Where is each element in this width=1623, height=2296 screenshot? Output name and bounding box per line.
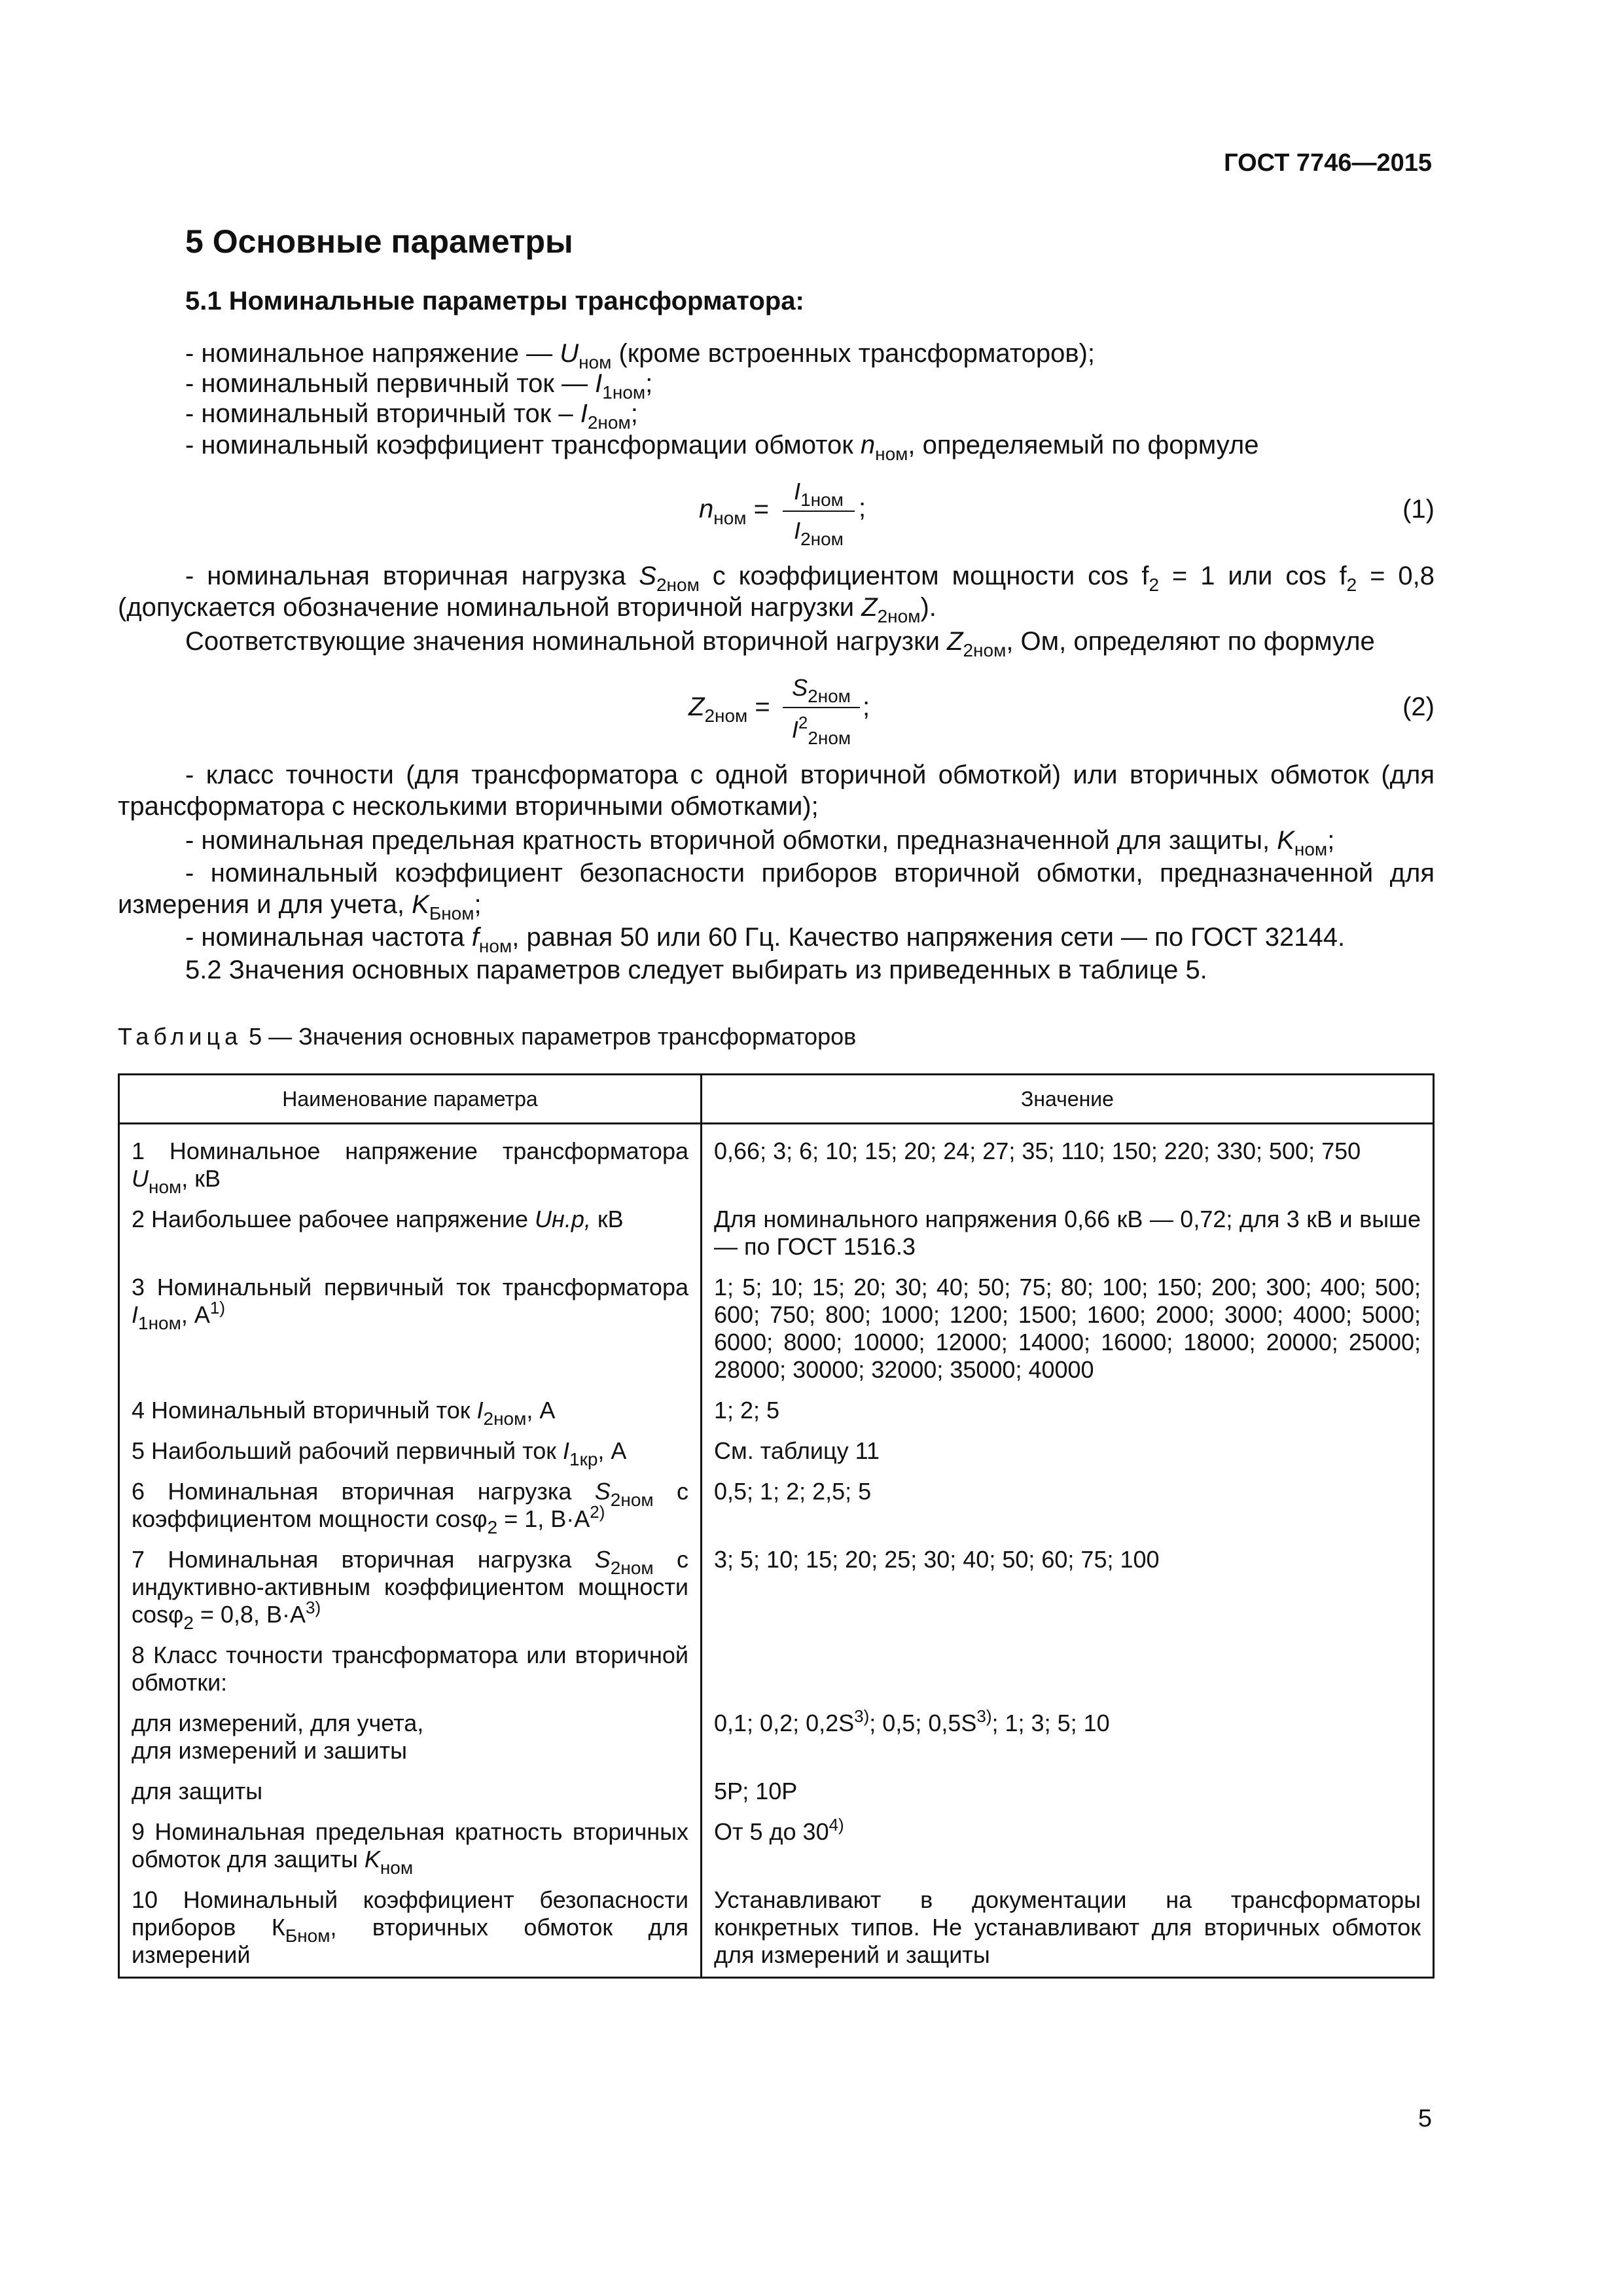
- paragraph-accuracy-class: - класс точности (для трансформатора с одной вторичной обмоткой) или вторичных обмоток (для трансформатора с несколькими вторичными обмотками);: [118, 761, 1435, 821]
- table-row: [119, 1539, 1434, 1635]
- document-page: ГОСТ 7746—2015 5 Основные параметры 5.1 Номинальные параметры трансформатора: - номинальное напряжение — $U_{ном}$ (кроме встроенных трансформаторов); - номинальный первичный ток — $I_{1ном}$; - номинальный вторичный ток – $I_{2ном}$; - номинальный коэффициент трансформации обмоток $n_{ном}$, определяемый по формуле $n_{ном}$ = $I_{1ном}$ $I_{2ном}$ ; (1) - номинальная вторичная нагрузка $S_{2ном}$ с коэффициентом мощности $\cos f_2 = 1$ или $\cos f_2 = 0,8$ (допускается обозначение номинальной вторичной нагрузки $Z_{2ном}$). Соответствующие значения номинальной вторичной нагрузки $Z_{2ном}$, Ом, определяют по формуле $Z_{2ном}$ = $S_{2ном}$ $I^2_{2ном}$ ; (2) - класс точности (для трансформатора с одной вторичной обмоткой) или вторичных обмоток (для трансформатора с несколькими вторичными обмотками); - номинальная предельная кратность вторичной обмотки, предназначенной для защиты, $K_{ном}$; - номинальный коэффициент безопасности приборов вторичной обмотки, предназначенной для измерения и для учета, $K_{Бном}$; - номинальная частота $f_{ном}$, равная 50 или 60 Гц. Качество напряжения сети — по ГОСТ 32144. 5.2 Значения основных параметров следует выбирать из приведенных в таблице 5. Таблица 5 — Значения основных параметров трансформаторов Наименование параметра Значение 1 Номинальное напряжение трансформатора $U_{ном}$, кВ 0,66; 3; 6; 10; 15; 20; 24; 27; 35; 110; 150; 220; 330; 500; 750 2 Наибольшее рабочее напряжение Uн.р, кВ Для номинального напряжения 0,66 кВ — 0,72; для 3 кВ и выше — по ГОСТ 1516.3 3 Номинальный первичный ток трансформатора $I_{1ном}$, $А^{1)}$ 1; 5; 10; 15; 20; 30; 40; 50; 75; 80; 100; 150; 200; 300; 400; 500; 600; 750; 800; 1000; 1200; 1500; 1600; 2000; 3000; 4000; 5000; 6000; 8000; 10000; 12000; 14000; 16000; 18000; 20000; 25000; 28000; 30000; 32000; 35000; 40000 4 Номинальный вторичный ток $I_{2ном}$, А 1; 2; 5 5 Наибольший рабочий первичный ток $I_{1кр}$, А См. таблицу 11 6 Номинальная вторичная нагрузка $S_{2ном}$ с коэффициентом мощности cosφ$_2$ = 1, $В\cdot А^{2)}$ 0,5; 1; 2; 2,5; 5 7 Номинальная вторичная нагрузка $S_{2ном}$ с индуктивно-активным коэффициентом мощности cosφ$_2$ = 0,8, $В\cdot А^{3)}$ 3; 5; 10; 15; 20; 25; 30; 40; 50; 60; 75; 100 8 Класс точности трансформатора или вторичной обмотки: для измерений, для учета, для измерений и зашиты 0,1; 0,2; $0,2S^{3)}$; 0,5; $0,5S^{3)}$; 1; 3; 5; 10 для защиты 5Р; 10Р 9 Номинальная предельная кратность вторичных обмоток для защиты $K_{ном}$ От 5 до 30$^{4)}$ 10 Номинальный коэффициент безопасности приборов $К_{Бном}$, вторичных обмоток для измерений Устанавливают в документации на трансформаторы конкретных типов. Не устанавливают для вторичных обмоток для измерений и защиты 5: [118, 149, 1435, 2132]
- fraction-bar: [783, 511, 855, 512]
- table-row: [119, 1635, 1434, 1703]
- table-row: [119, 1812, 1434, 1880]
- param-value: 1; 2; 5: [702, 1390, 1434, 1431]
- param-name: 2 Наибольшее рабочее напряжение Uн.р, кВ: [119, 1199, 702, 1267]
- table-row: [119, 1390, 1434, 1431]
- table-row: [119, 1124, 1434, 1200]
- list-item: - номинальный первичный ток — $I_{1ном}$;: [185, 369, 653, 403]
- param-name: 5 Наибольший рабочий первичный ток $I_{1кр}$, А: [119, 1431, 702, 1471]
- table-row: [119, 1771, 1434, 1812]
- param-name: 4 Номинальный вторичный ток $I_{2ном}$, А: [119, 1390, 702, 1431]
- param-name: 10 Номинальный коэффициент безопасности приборов $К_{Бном}$, вторичных обмоток для измерений: [119, 1880, 702, 1978]
- param-value: От 5 до 30$^{4)}$: [702, 1812, 1434, 1880]
- fraction-bar: [783, 707, 860, 708]
- table-row: [119, 1703, 1434, 1771]
- paragraph-frequency: - номинальная частота $f_{ном}$, равная 50 или 60 Гц. Качество напряжения сети — по ГОСТ 32144.: [185, 923, 1346, 956]
- param-value: 1; 5; 10; 15; 20; 30; 40; 50; 75; 80; 100; 150; 200; 300; 400; 500; 600; 750; 800; 1000; 1200; 1500; 1600; 2000; 3000; 4000; 5000; 6000; 8000; 10000; 12000; 14000; 16000; 18000; 20000; 25000; 28000; 30000; 32000; 35000; 40000: [702, 1267, 1434, 1390]
- param-name: 8 Класс точности трансформатора или вторичной обмотки:: [119, 1635, 702, 1703]
- param-name: для защиты: [119, 1771, 702, 1812]
- param-value: 0,1; 0,2; $0,2S^{3)}$; 0,5; $0,5S^{3)}$; 1; 3; 5; 10: [702, 1703, 1434, 1771]
- table-row: [119, 1471, 1434, 1539]
- param-value: См. таблицу 11: [702, 1431, 1434, 1471]
- column-header: Наименование параметра: [119, 1075, 702, 1124]
- table-row: [119, 1199, 1434, 1267]
- parameters-table: [118, 1073, 1435, 1979]
- column-header: Значение: [702, 1075, 1434, 1124]
- param-name: 7 Номинальная вторичная нагрузка $S_{2ном}$ с индуктивно-активным коэффициентом мощности cosφ$_2$ = 0,8, $В\cdot А^{3)}$: [119, 1539, 702, 1635]
- list-item: - номинальный вторичный ток – $I_{2ном}$;: [185, 399, 638, 433]
- paragraph-load: - номинальная вторичная нагрузка $S_{2ном}$ с коэффициентом мощности $\cos f_2 = 1$ или $\cos f_2 = 0,8$ (допускается обозначение номинальной вторичной нагрузки $Z_{2ном}$).: [118, 562, 1435, 626]
- paragraph-5-2: 5.2 Значения основных параметров следует выбирать из приведенных в таблице 5.: [185, 956, 1207, 984]
- equation-number: (2): [1402, 692, 1435, 721]
- list-item: - номинальный коэффициент трансформации обмоток $n_{ном}$, определяемый по формуле: [185, 431, 1259, 464]
- table-row: [119, 1880, 1434, 1978]
- table-row: [119, 1431, 1434, 1471]
- table-row: [119, 1267, 1434, 1390]
- param-value: Устанавливают в документации на трансформаторы конкретных типов. Не устанавливают для вторичных обмоток для измерений и защиты: [702, 1880, 1434, 1978]
- param-value: 3; 5; 10; 15; 20; 25; 30; 40; 50; 60; 75; 100: [702, 1539, 1434, 1635]
- section-title: 5 Основные параметры: [185, 223, 573, 260]
- table-caption: Таблица 5 — Значения основных параметров трансформаторов: [118, 1023, 857, 1050]
- param-value: 0,5; 1; 2; 2,5; 5: [702, 1471, 1434, 1539]
- document-number: ГОСТ 7746—2015: [1224, 149, 1432, 177]
- param-name: 1 Номинальное напряжение трансформатора $U_{ном}$, кВ: [119, 1124, 702, 1200]
- table-header-row: [119, 1075, 1434, 1124]
- paragraph-limit-factor: - номинальная предельная кратность вторичной обмотки, предназначенной для защиты, $K_{ном}$;: [185, 826, 1335, 859]
- equation-number: (1): [1402, 495, 1435, 524]
- param-value: [702, 1635, 1434, 1703]
- param-name: 6 Номинальная вторичная нагрузка $S_{2ном}$ с коэффициентом мощности cosφ$_2$ = 1, $В\cdot А^{2)}$: [119, 1471, 702, 1539]
- param-value: 0,66; 3; 6; 10; 15; 20; 24; 27; 35; 110; 150; 220; 330; 500; 750: [702, 1124, 1434, 1200]
- page-number: 5: [1418, 2105, 1432, 2132]
- param-value: 5Р; 10Р: [702, 1771, 1434, 1812]
- param-name: 3 Номинальный первичный ток трансформатора $I_{1ном}$, $А^{1)}$: [119, 1267, 702, 1390]
- list-item: - номинальное напряжение — $U_{ном}$ (кроме встроенных трансформаторов);: [185, 339, 1096, 372]
- subsection-title: 5.1 Номинальные параметры трансформатора:: [185, 287, 804, 315]
- paragraph-safety-factor: - номинальный коэффициент безопасности приборов вторичной обмотки, предназначенной для измерения и для учета, $K_{Бном}$;: [118, 859, 1435, 924]
- paragraph-corresponding: Соответствующие значения номинальной вторичной нагрузки $Z_{2ном}$, Ом, определяют по формуле: [185, 627, 1375, 660]
- param-name: для измерений, для учета, для измерений и зашиты: [119, 1703, 702, 1771]
- param-name: 9 Номинальная предельная кратность вторичных обмоток для защиты $K_{ном}$: [119, 1812, 702, 1880]
- param-value: Для номинального напряжения 0,66 кВ — 0,72; для 3 кВ и выше — по ГОСТ 1516.3: [702, 1199, 1434, 1267]
